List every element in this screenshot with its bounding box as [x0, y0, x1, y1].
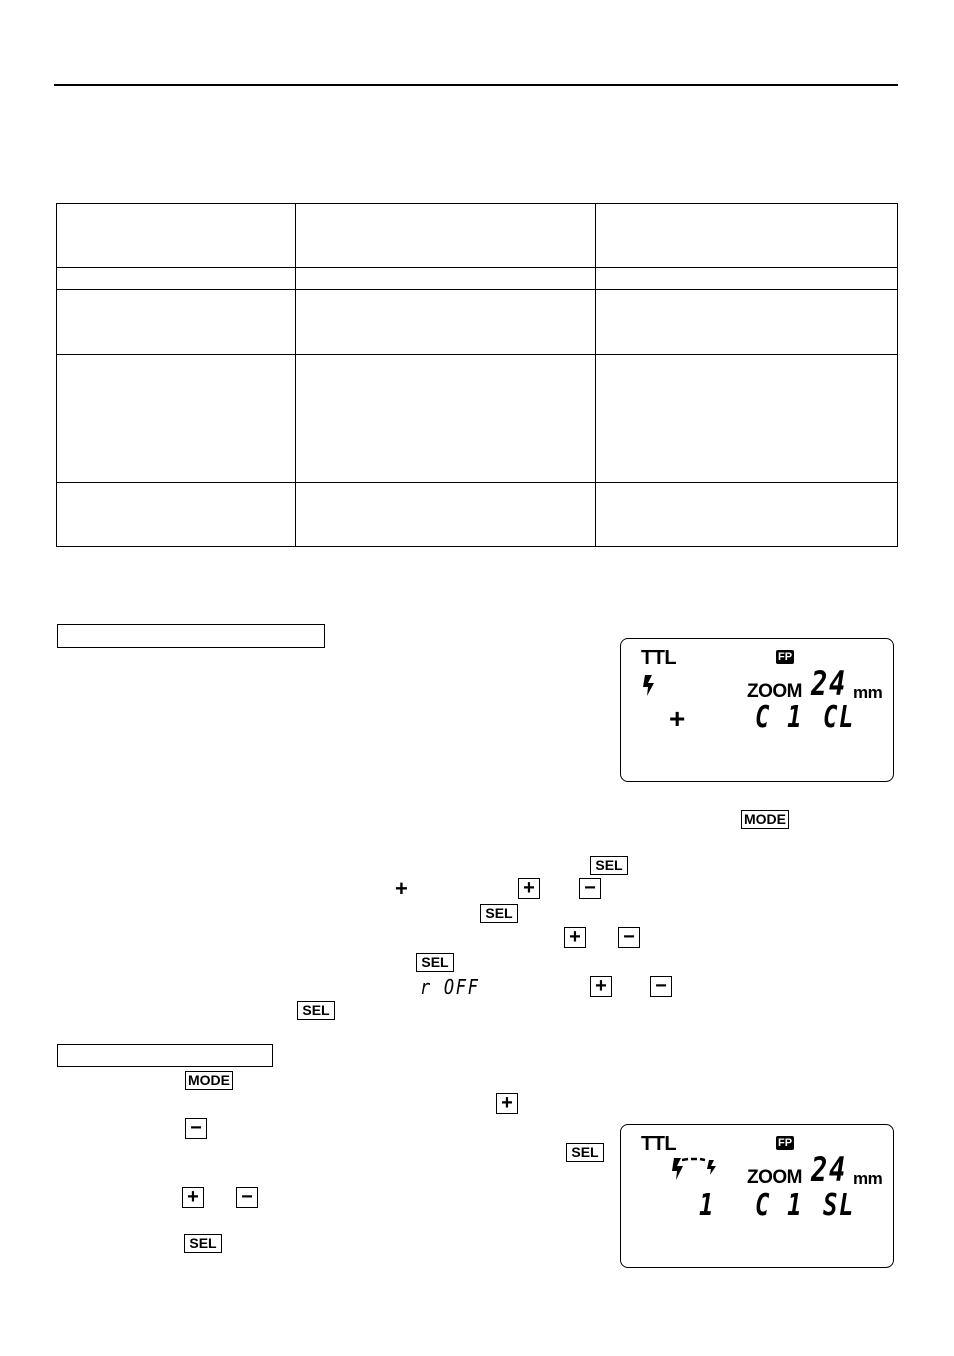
- sel-button[interactable]: SEL: [590, 856, 628, 875]
- lcd-panel-controller: [620, 638, 894, 782]
- table-row: [57, 268, 898, 290]
- lcd-mode-text: TTL: [641, 647, 677, 669]
- lcd-channel: C 1: [755, 700, 804, 735]
- header-rule: [54, 84, 898, 86]
- fp-badge: FP: [778, 1137, 793, 1149]
- lcd-channel: C 1: [755, 1188, 804, 1223]
- sel-button[interactable]: SEL: [184, 1234, 222, 1253]
- minus-button[interactable]: −: [579, 878, 601, 899]
- r-off-display: r OFF: [420, 975, 480, 999]
- sel-button[interactable]: SEL: [480, 904, 518, 923]
- plus-button[interactable]: +: [564, 927, 586, 948]
- lcd-mode-text: TTL: [641, 1133, 677, 1155]
- plus-symbol: +: [395, 876, 408, 901]
- lcd-panel-remote: [620, 1124, 894, 1268]
- minus-button[interactable]: −: [618, 927, 640, 948]
- section-label-box: [57, 1044, 273, 1067]
- spec-table: [56, 203, 898, 547]
- lcd-zoom-unit: mm: [853, 683, 883, 702]
- minus-button[interactable]: −: [236, 1187, 258, 1208]
- remote-flash-icon: [669, 1157, 721, 1187]
- lcd-zoom-unit: mm: [853, 1169, 883, 1188]
- sel-button[interactable]: SEL: [566, 1143, 604, 1162]
- lcd-zoom-value: 24: [811, 664, 847, 704]
- lcd-number: 1: [699, 1188, 716, 1223]
- sel-button[interactable]: SEL: [297, 1001, 335, 1020]
- plus-button[interactable]: +: [496, 1093, 518, 1114]
- mode-button[interactable]: MODE: [741, 810, 789, 829]
- section-label-box: [57, 624, 325, 648]
- flash-bolt-icon: [641, 674, 657, 700]
- minus-button[interactable]: −: [650, 976, 672, 997]
- plus-button[interactable]: +: [590, 976, 612, 997]
- sel-button[interactable]: SEL: [416, 953, 454, 972]
- plus-button[interactable]: +: [518, 878, 540, 899]
- lcd-zoom-label: ZOOM: [747, 681, 802, 702]
- table-row: [57, 483, 898, 547]
- fp-badge: FP: [778, 651, 793, 663]
- lcd-group: SL: [823, 1188, 856, 1223]
- table-row: [57, 290, 898, 355]
- lcd-zoom-value: 24: [811, 1150, 847, 1190]
- plus-button[interactable]: +: [182, 1187, 204, 1208]
- lcd-group: CL: [823, 700, 856, 735]
- lcd-zoom-label: ZOOM: [747, 1167, 802, 1188]
- table-row: [57, 204, 898, 268]
- lcd-plus-symbol: +: [669, 703, 685, 734]
- table-row: [57, 355, 898, 483]
- mode-button[interactable]: MODE: [185, 1071, 233, 1090]
- minus-button[interactable]: −: [185, 1118, 207, 1139]
